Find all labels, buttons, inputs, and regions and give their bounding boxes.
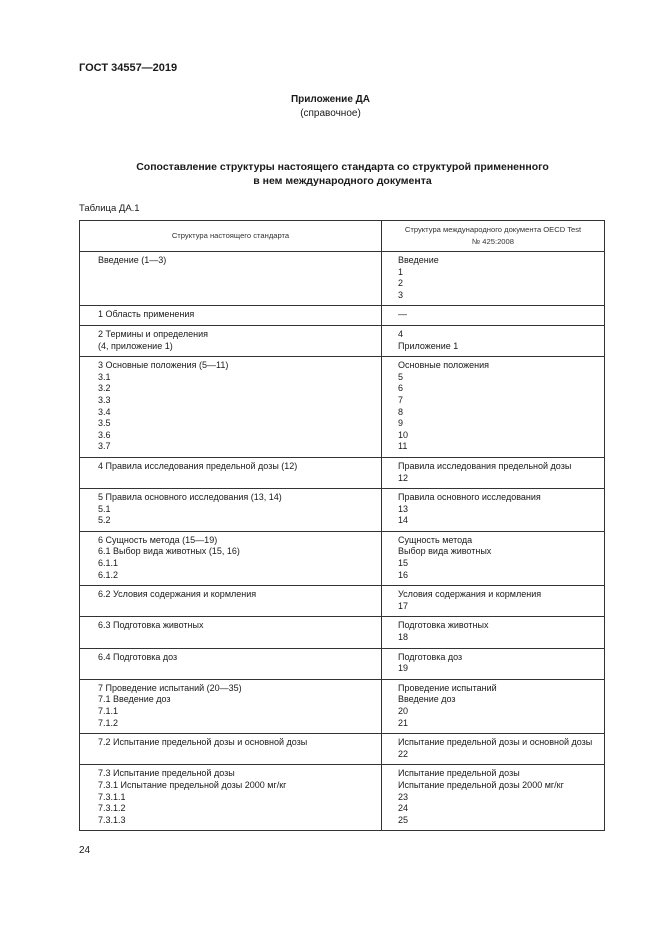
cell-line: Введение	[398, 255, 439, 265]
national-structure-cell	[80, 734, 382, 765]
cell-line: 21	[398, 717, 409, 728]
cell-line: 10	[398, 429, 409, 440]
cell-line: 5.1	[98, 503, 111, 514]
national-structure-cell	[80, 457, 382, 488]
table-body	[80, 252, 605, 831]
international-structure-cell	[382, 765, 605, 831]
cell-line: 3.3	[98, 394, 111, 405]
cell-line: 7 Проведение испытаний (20—35)	[98, 682, 242, 693]
cell-line: 6.2 Условия содержания и кормления	[98, 589, 257, 600]
cell-line: 1 Область применения	[98, 309, 195, 320]
cell-line: 11	[398, 441, 408, 452]
national-structure-cell	[80, 489, 382, 532]
cell-line: 4	[398, 328, 404, 339]
cell-line: Введение доз	[398, 694, 456, 705]
cell-line: 5	[398, 371, 404, 382]
cell-line: 15	[398, 558, 409, 569]
cell-line: 6	[398, 383, 404, 394]
cell-line: 6.4 Подготовка доз	[98, 651, 178, 662]
cell-line: 18	[398, 632, 409, 643]
cell-line: 6.1.1	[98, 558, 119, 569]
table-row	[80, 252, 605, 306]
cell-line: 17	[398, 600, 409, 611]
table-row	[80, 489, 605, 532]
cell-line: 6.1.2	[98, 569, 119, 580]
cell-line: Условия содержания и кормления	[398, 589, 542, 600]
cell-line: 13	[398, 503, 409, 514]
standard-header: ГОСТ 34557—2019	[79, 62, 178, 74]
column-header-national: Структура настоящего стандарта	[80, 221, 382, 252]
table-row	[80, 765, 605, 831]
cell-line: 4 Правила исследования предельной дозы (12)	[98, 460, 298, 471]
cell-line: 25	[398, 814, 409, 825]
national-structure-cell	[80, 617, 382, 648]
cell-line: 6.3 Подготовка животных	[98, 620, 204, 631]
international-structure-cell	[382, 531, 605, 585]
cell-line: (4, приложение 1)	[98, 340, 173, 351]
cell-line: 7.3.1 Испытание предельной дозы 2000 мг/кг	[98, 779, 287, 790]
cell-line: 7.1 Введение доз	[98, 694, 171, 705]
table-row	[80, 457, 605, 488]
cell-line: 2 Термины и определения	[98, 328, 208, 339]
table-header-row	[80, 221, 605, 252]
cell-line: 7.1.2	[98, 717, 119, 728]
international-structure-cell	[382, 679, 605, 733]
cell-line: Выбор вида животных	[398, 546, 492, 557]
cell-line: Приложение 1	[398, 340, 459, 351]
page-number: 24	[79, 845, 91, 856]
appendix-heading	[0, 93, 661, 121]
cell-line: 24	[398, 803, 409, 814]
cell-line: 6 Сущность метода (15—19)	[98, 534, 218, 545]
cell-line: 7.3.1.1	[98, 791, 126, 802]
international-structure-cell	[382, 617, 605, 648]
international-structure-cell	[382, 648, 605, 679]
cell-line: 5 Правила основного исследования (13, 14)	[98, 492, 282, 503]
column-header-international-line-1: Структура международного документа OECD Test	[404, 225, 582, 235]
national-structure-cell	[80, 765, 382, 831]
cell-line: 7.3.1.2	[98, 803, 126, 814]
international-structure-cell	[382, 252, 605, 306]
international-structure-cell	[382, 457, 605, 488]
cell-line: 3	[398, 289, 404, 300]
cell-line: Правила основного исследования	[398, 492, 541, 503]
table-row	[80, 357, 605, 458]
national-structure-cell	[80, 325, 382, 356]
cell-line: Подготовка животных	[398, 620, 489, 631]
table-row	[80, 531, 605, 585]
cell-line: 7.3 Испытание предельной дозы	[98, 768, 235, 779]
cell-line: Сущность метода	[398, 534, 473, 545]
cell-line: 16	[398, 569, 409, 580]
cell-line: Введение (1—3)	[98, 255, 167, 265]
cell-line: 3 Основные положения (5—11)	[98, 360, 229, 371]
cell-line: 7.2 Испытание предельной дозы и основной дозы	[98, 737, 308, 748]
cell-line: 9	[398, 418, 404, 429]
cell-line: 14	[398, 515, 409, 526]
cell-line: 20	[398, 706, 409, 716]
table-row	[80, 679, 605, 733]
cell-line: 3.5	[98, 418, 111, 429]
national-structure-cell	[80, 531, 382, 585]
cell-line: 7.3.1.3	[98, 814, 126, 825]
table-row	[80, 648, 605, 679]
cell-line: 8	[398, 406, 404, 417]
international-structure-cell	[382, 586, 605, 617]
national-structure-cell	[80, 306, 382, 326]
national-structure-cell	[80, 648, 382, 679]
international-structure-cell	[382, 734, 605, 765]
cell-line: 3.1	[98, 371, 111, 382]
cell-line: 19	[398, 663, 409, 674]
document-title-line-2: в нем международного документа	[253, 175, 432, 187]
cell-line: Основные положения	[398, 360, 490, 371]
cell-line: Подготовка доз	[398, 651, 463, 662]
cell-line: 23	[398, 791, 409, 802]
cell-line: Испытание предельной дозы	[398, 768, 520, 779]
cell-line: 3.4	[98, 406, 111, 417]
cell-line: 3.7	[98, 441, 111, 452]
column-header-international-line-2: № 425:2008	[472, 237, 514, 246]
table-row	[80, 734, 605, 765]
cell-line: 12	[398, 472, 409, 483]
cell-line: 3.6	[98, 429, 111, 440]
international-structure-cell	[382, 357, 605, 458]
cell-line: 3.2	[98, 383, 111, 394]
table-row	[80, 617, 605, 648]
cell-line: Испытание предельной дозы и основной дозы	[398, 737, 593, 748]
appendix-title: Приложение ДА	[290, 94, 371, 105]
international-structure-cell	[382, 325, 605, 356]
document-title-line-1: Сопоставление структуры настоящего стандарта со структурой примененного	[136, 161, 549, 173]
cell-line: —	[398, 309, 407, 320]
column-header-international	[382, 221, 605, 252]
appendix-subtitle: (справочное)	[300, 108, 361, 119]
international-structure-cell	[382, 306, 605, 326]
table-row	[80, 586, 605, 617]
document-title	[80, 160, 605, 188]
table-row	[80, 325, 605, 356]
cell-line: Проведение испытаний	[398, 682, 497, 693]
table-row	[80, 306, 605, 326]
cell-line: 1	[398, 266, 404, 277]
cell-line: 6.1 Выбор вида животных (15, 16)	[98, 546, 240, 557]
table-caption: Таблица ДА.1	[79, 203, 140, 214]
cell-line: 7.1.1	[98, 706, 119, 716]
cell-line: Испытание предельной дозы 2000 мг/кг	[398, 779, 564, 790]
national-structure-cell	[80, 586, 382, 617]
national-structure-cell	[80, 357, 382, 458]
cell-line: 2	[398, 278, 404, 289]
cell-line: Правила исследования предельной дозы	[398, 460, 572, 471]
national-structure-cell	[80, 252, 382, 306]
cell-line: 22	[398, 748, 409, 759]
cell-line: 7	[398, 394, 404, 405]
cell-line: 5.2	[98, 515, 111, 526]
international-structure-cell	[382, 489, 605, 532]
comparison-table	[79, 220, 605, 831]
national-structure-cell	[80, 679, 382, 733]
